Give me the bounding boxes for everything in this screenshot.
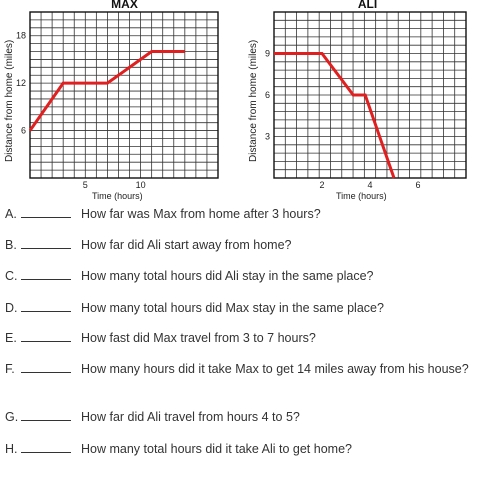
answer-blank[interactable] — [21, 341, 71, 342]
question-text: How far did Ali start away from home? — [81, 238, 292, 252]
question-letter: B. — [5, 238, 17, 252]
question-text: How many hours did it take Max to get 14 miles away from his house? — [81, 362, 469, 376]
ali-chart-title: ALI — [357, 0, 378, 11]
question-d — [5, 300, 480, 316]
ali-distance-chart — [264, 12, 469, 190]
answer-blank[interactable] — [21, 372, 71, 373]
y-tick-label: 18 — [15, 30, 26, 41]
answer-blank[interactable] — [21, 217, 71, 218]
y-tick-label: 6 — [264, 90, 270, 100]
graphs-area — [0, 0, 483, 205]
x-tick-label: 6 — [415, 180, 421, 190]
x-tick-label: 2 — [319, 180, 325, 190]
y-tick-label: 6 — [20, 125, 26, 136]
question-c — [5, 268, 480, 284]
answer-blank[interactable] — [21, 311, 71, 312]
question-letter: H. — [5, 442, 18, 456]
x-tick-label: 4 — [367, 180, 373, 190]
question-letter: C. — [5, 269, 18, 283]
question-letter: E. — [5, 331, 17, 345]
question-text: How fast did Max travel from 3 to 7 hours? — [81, 331, 316, 345]
max-chart-title: MAX — [111, 0, 138, 11]
plot-frame — [30, 12, 218, 178]
question-e — [5, 330, 480, 346]
y-tick-label: 12 — [15, 78, 26, 89]
y-tick-label: 3 — [264, 131, 270, 142]
question-text: How far was Max from home after 3 hours? — [81, 207, 321, 221]
question-letter: G. — [5, 410, 19, 424]
question-text: How many total hours did Ali stay in the same place? — [81, 269, 374, 283]
answer-blank[interactable] — [21, 420, 71, 421]
y-tick-label: 9 — [264, 48, 270, 59]
max-distance-chart — [15, 12, 222, 190]
question-letter: D. — [5, 301, 18, 315]
question-text: How many total hours did it take Ali to get home? — [81, 442, 352, 456]
x-tick-label: 10 — [135, 180, 146, 190]
answer-blank[interactable] — [21, 279, 71, 280]
question-letter: F. — [5, 362, 15, 376]
answer-blank[interactable] — [21, 248, 71, 249]
question-a — [5, 206, 480, 222]
question-text: How far did Ali travel from hours 4 to 5? — [81, 410, 300, 424]
ali-y-axis-title: Distance from home (miles) — [248, 39, 259, 162]
answer-blank[interactable] — [21, 452, 71, 453]
grid — [274, 12, 466, 178]
question-letter: A. — [5, 207, 17, 221]
question-g — [5, 409, 480, 425]
ali-x-axis-title: Time (hours) — [336, 191, 387, 201]
question-text: How many total hours did Max stay in the same place? — [81, 301, 384, 315]
x-tick-label: 5 — [82, 180, 88, 190]
grid — [30, 12, 218, 178]
max-y-axis-title: Distance from home (miles) — [4, 39, 15, 162]
max-x-axis-title: Time (hours) — [92, 191, 143, 201]
question-f — [5, 361, 480, 377]
question-b — [5, 237, 480, 253]
question-h — [5, 441, 480, 457]
